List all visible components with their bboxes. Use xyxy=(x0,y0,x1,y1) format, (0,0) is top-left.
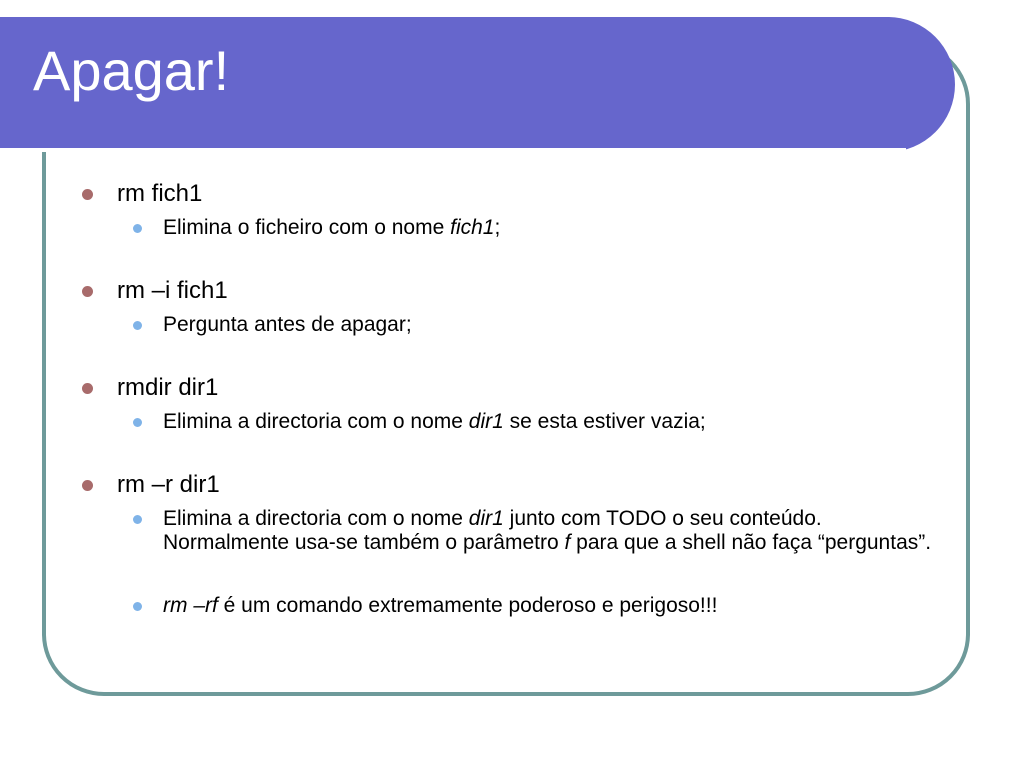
sub-bullet-item: rm –rf é um comando extremamente poderoso e perigoso!!! xyxy=(163,594,940,618)
bullet-item: rm –r dir1 xyxy=(80,471,940,499)
italic-term: rm –rf xyxy=(163,594,218,617)
title-underline xyxy=(0,148,906,152)
bullet-item: rm fich1 xyxy=(80,180,940,208)
sub-bullet-item: Elimina a directoria com o nome dir1 se esta estiver vazia; xyxy=(163,410,940,434)
slide-title: Apagar! xyxy=(33,39,230,102)
italic-term: f xyxy=(564,531,571,554)
sub-bullet-item: Pergunta antes de apagar; xyxy=(163,313,940,337)
sub-bullet-item: Elimina o ficheiro com o nome fich1; xyxy=(163,216,940,240)
bullet-item: rm –i fich1 xyxy=(80,277,940,305)
slide-content xyxy=(80,180,940,618)
bullet-item: rmdir dir1 xyxy=(80,374,940,402)
italic-term: dir1 xyxy=(468,410,504,433)
italic-term: fich1 xyxy=(450,216,495,239)
sub-bullet-item: Elimina a directoria com o nome dir1 junto com TODO o seu conteúdo. Normalmente usa-se também o parâmetro f para que a shell não faça “perguntas”. xyxy=(163,507,940,555)
italic-term: dir1 xyxy=(468,507,504,530)
